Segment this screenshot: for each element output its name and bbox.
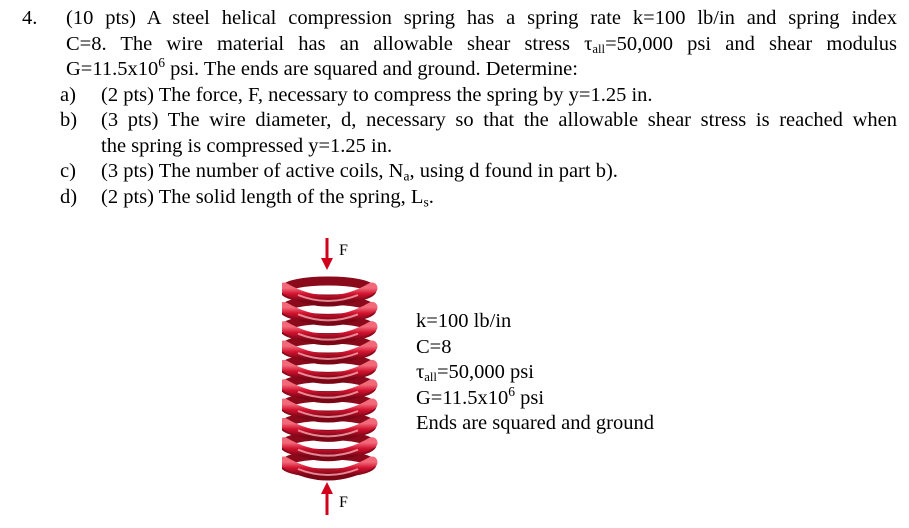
part-text-end: , using d found in part b).	[409, 160, 618, 182]
line2-text-b: =50,000 psi and shear modulus	[605, 32, 897, 55]
part-label: a)	[60, 83, 76, 106]
part-text: (2 pts) The solid length of the spring, L	[101, 185, 424, 208]
part-label: b)	[60, 109, 78, 131]
spring-coil-front	[284, 423, 372, 436]
problem-line-2	[22, 32, 897, 58]
part-text: (2 pts) The force, F, necessary to compress the spring by y=1.25 in.	[101, 83, 653, 106]
spring-figure	[282, 232, 392, 522]
tau-subscript: all	[424, 370, 437, 385]
subscript: s	[423, 193, 429, 209]
g-value: G=11.5x10	[416, 386, 509, 409]
bottom-force-arrow-icon	[321, 482, 333, 515]
subscript: a	[403, 168, 410, 184]
tau-value: =50,000 psi	[436, 361, 534, 383]
part-label: d)	[60, 185, 78, 208]
part-text-end: .	[428, 185, 434, 208]
tau-subscript: all	[592, 41, 606, 56]
line3-text-a: G=11.5x10	[66, 58, 159, 80]
exponent: 6	[508, 383, 515, 399]
prop-k: k=100 lb/in	[416, 310, 512, 332]
prop-g	[416, 383, 654, 412]
problem-number: 4.	[22, 7, 38, 29]
exponent: 6	[158, 54, 165, 70]
problem-intro-line: (10 pts) A steel helical compression spring has a spring rate k=100 lb/in and spring index	[66, 7, 897, 29]
prop-c: C=8	[416, 335, 452, 358]
problem-line-1	[22, 6, 897, 32]
part-text-continued: the spring is compressed y=1.25 in.	[101, 134, 393, 157]
force-label-bottom: F	[339, 494, 348, 511]
spring-coil-front	[284, 327, 372, 340]
part-text: (3 pts) The wire diameter, d, necessary so that the allowable shear stress is reached when	[101, 109, 897, 131]
part-b	[22, 108, 897, 159]
spring-illustration	[282, 232, 392, 522]
part-d	[22, 185, 897, 211]
prop-tau	[416, 360, 654, 386]
force-label-top: F	[339, 242, 348, 259]
part-c	[22, 159, 897, 185]
tau-symbol: τ	[416, 361, 425, 383]
prop-ends: Ends are squared and ground	[416, 412, 654, 434]
top-force-arrow-icon	[321, 238, 333, 270]
spring-coils-icon	[284, 281, 372, 475]
spring-properties	[416, 309, 654, 437]
line3-text-b: psi. The ends are squared and ground. Determine:	[165, 58, 578, 80]
line2-text-a: C=8. The wire material has an allowable shear stress τ	[66, 32, 593, 55]
part-label: c)	[60, 160, 76, 182]
part-a	[22, 83, 897, 109]
problem-line-3	[66, 54, 897, 83]
g-unit: psi	[515, 386, 545, 409]
part-text: (3 pts) The number of active coils, N	[101, 160, 404, 182]
problem-statement	[22, 6, 897, 210]
spring-coil-front	[284, 365, 372, 378]
